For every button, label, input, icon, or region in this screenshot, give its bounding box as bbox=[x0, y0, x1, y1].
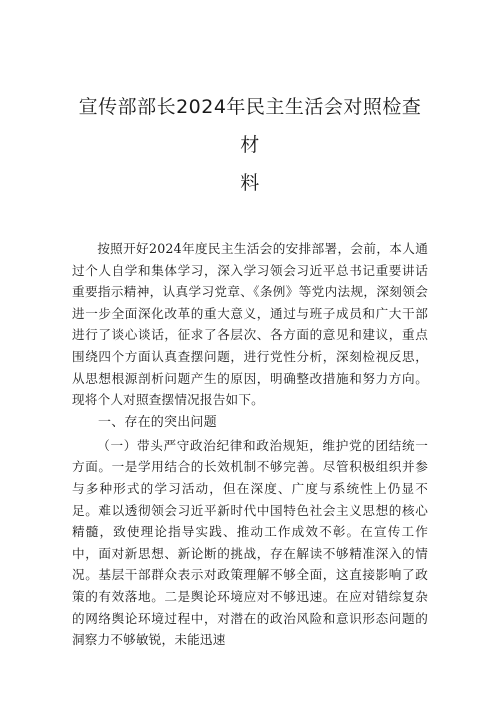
intro-paragraph: 按照开好2024年度民主生活会的安排部署，会前，本人通过个人自学和集体学习，深入学习领会习近平总书记重要讲话重要指示精神，认真学习党章、《条例》等党内法规，深刻领会进一步全面深化改革的重大意义，通过与班子成员和广大干部进行了谈心谈话，征求了各层次、各方面的意见和建议，重点围绕四个方面认真查摆问题，进行党性分析，深刻检视反思，从思想根源剖析问题产生的原因，明确整改措施和努力方向。现将个人对照查摆情况报告如下。 bbox=[72, 241, 428, 408]
section-paragraph: （一）带头严守政治纪律和政治规矩，维护党的团结统一方面。一是学用结合的长效机制不够完善。尽管积极组织并参与多种形式的学习活动，但在深度、广度与系统性上仍显不足。难以透彻领会习近平新时代中国特色社会主义思想的核心精髓，致使理论指导实践、推动工作成效不彰。在宣传工作中，面对新思想、新论断的挑战，存在解读不够精准深入的情况。基层干部群众表示对政策理解不够全面，这直接影响了政策的有效落地。二是舆论环境应对不够迅速。在应对错综复杂的网络舆论环境过程中，对潜在的政治风险和意识形态问题的洞察力不够敏锐，未能迅速 bbox=[72, 437, 428, 648]
document-body bbox=[72, 238, 428, 651]
document-title bbox=[72, 0, 428, 202]
title-line-2: 料 bbox=[240, 172, 260, 194]
section-heading: 一、存在的突出问题 bbox=[98, 414, 217, 430]
title-line-1: 宣传部部长2024年民主生活会对照检查材 bbox=[78, 96, 422, 156]
